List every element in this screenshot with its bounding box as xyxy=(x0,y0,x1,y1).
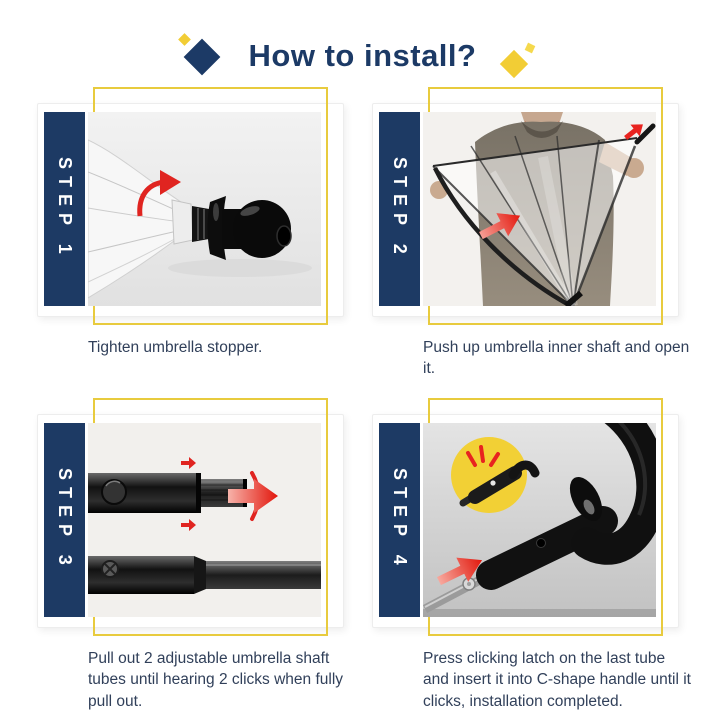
step-4-label: STEP 4 xyxy=(390,468,410,572)
handle-insert-photo xyxy=(423,423,656,617)
step-2-label: STEP 2 xyxy=(390,157,410,261)
step-2-label-bar xyxy=(379,112,420,306)
shaft-tubes-photo xyxy=(88,423,321,617)
step-4-tile xyxy=(365,398,700,709)
step-1-label: STEP 1 xyxy=(55,157,75,261)
step-1-caption: Tighten umbrella stopper. xyxy=(88,339,263,356)
step-2-tile xyxy=(365,87,700,398)
step-1-label-bar xyxy=(44,112,85,306)
step-1-tile xyxy=(30,87,365,398)
step-4-label-bar xyxy=(379,423,420,617)
step-3-caption: Pull out 2 adjustable umbrella shaft tubes until hearing 2 clicks when fully pull out. xyxy=(88,650,344,710)
umbrella-stopper-photo xyxy=(88,112,321,306)
step-3-tile xyxy=(30,398,365,709)
gold-diamond-icon xyxy=(500,44,536,82)
step-4-caption: Press clicking latch on the last tube and insert it into C-shape handle until it clicks, installation completed. xyxy=(423,650,691,710)
step-3-label: STEP 3 xyxy=(55,468,75,572)
step-2-caption: Push up umbrella inner shaft and open it. xyxy=(423,339,690,378)
title-row xyxy=(0,30,715,82)
page-title: How to install? xyxy=(248,38,477,73)
navy-diamond-icon xyxy=(179,34,225,78)
open-umbrella-photo xyxy=(423,112,656,306)
step-3-label-bar xyxy=(44,423,85,617)
